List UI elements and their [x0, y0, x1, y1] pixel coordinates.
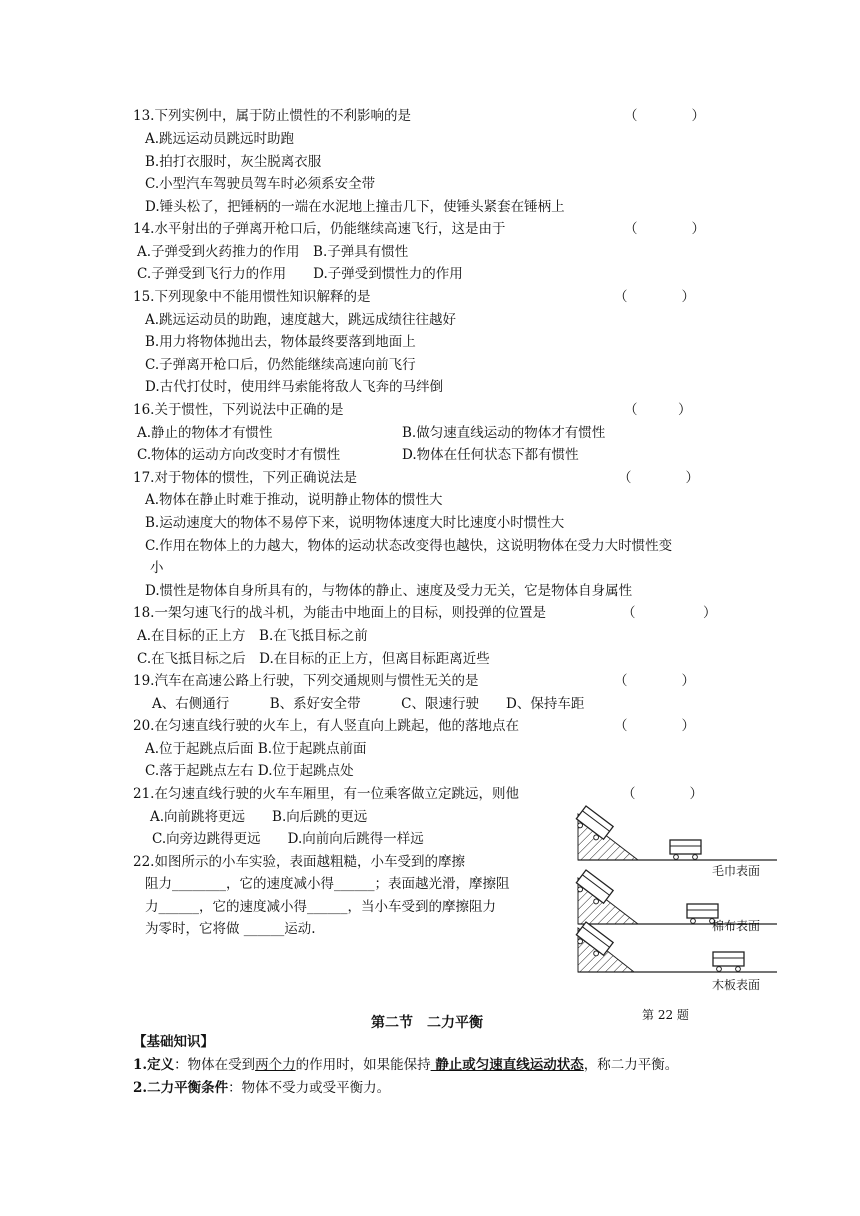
option-ab[interactable]: A.子弹受到火药推力的作用 B.子弹具有惯性	[137, 244, 409, 260]
definition-underline-state: 静止或匀速直线运动状态	[430, 1057, 584, 1073]
section-title: 第二节 二力平衡	[371, 1015, 483, 1031]
question-22-line: 22.如图所示的小车实验，表面越粗糙，小车受到的摩擦	[133, 854, 465, 870]
condition-label: 2.二力平衡条件	[133, 1080, 229, 1096]
option-c-continued: 小	[150, 560, 164, 576]
condition-text: ：物体不受力或受平衡力。	[228, 1080, 391, 1096]
figure-caption: 第 22 题	[642, 1008, 689, 1022]
option-ab[interactable]: A.在目标的正上方 B.在飞抵目标之前	[137, 628, 368, 644]
question-21-stem: 21.在匀速直线行驶的火车车厢里，有一位乘客做立定跳远，则他	[133, 786, 519, 802]
question-16-stem: 16.关于惯性，下列说法中正确的是	[133, 402, 344, 418]
question-20-stem: 20.在匀速直线行驶的火车上，有人竖直向上跳起，他的落地点在	[133, 718, 519, 734]
answer-bracket-14[interactable]: （ ）	[624, 221, 705, 237]
option-d[interactable]: D.古代打仗时，使用绊马索能将敌人飞奔的马绊倒	[145, 379, 444, 395]
option-b[interactable]: B.拍打衣服时，灰尘脱离衣服	[145, 154, 322, 170]
option-c[interactable]: C.物体的运动方向改变时才有惯性	[137, 447, 341, 463]
option-cd[interactable]: C.在飞抵目标之后 D.在目标的正上方，但离目标距离近些	[137, 651, 490, 667]
definition-text: ：物体在受到	[174, 1057, 256, 1073]
answer-bracket-21[interactable]: （ ）	[622, 786, 703, 802]
question-22-blank-line[interactable]: 阻力________，它的速度减小得______；表面越光滑，摩擦阻	[145, 876, 510, 892]
option-ab[interactable]: A.向前跳将更远 B.向后跳的更远	[150, 809, 368, 825]
answer-bracket-19[interactable]: （ ）	[614, 673, 695, 689]
option-a[interactable]: A.跳远运动员跳远时助跑	[145, 131, 295, 147]
option-c[interactable]: C.小型汽车驾驶员驾车时必须系安全带	[145, 176, 376, 192]
option-b[interactable]: B.用力将物体抛出去，物体最终要落到地面上	[145, 334, 416, 350]
question-22-blank-line[interactable]: 为零时，它将做 ______运动.	[145, 921, 316, 937]
option-a[interactable]: A.物体在静止时难于推动，说明静止物体的惯性大	[145, 492, 443, 508]
condition-line	[133, 1079, 390, 1097]
answer-bracket-13[interactable]: （ ）	[624, 108, 705, 124]
label-wood-surface: 木板表面	[712, 978, 761, 992]
answer-bracket-16[interactable]: （ ）	[624, 402, 692, 418]
option-ab[interactable]: A.位于起跳点后面 B.位于起跳点前面	[145, 741, 367, 757]
question-13-stem: 13.下列实例中，属于防止惯性的不利影响的是	[133, 108, 411, 124]
answer-bracket-18[interactable]: （ ）	[622, 605, 717, 621]
question-22-blank-line[interactable]: 力______，它的速度减小得______，当小车受到的摩擦阻力	[145, 899, 496, 915]
definition-label: 1.定义	[133, 1057, 175, 1073]
question-17-stem: 17.对于物体的惯性，下列正确说法是	[133, 470, 357, 486]
answer-bracket-15[interactable]: （ ）	[614, 289, 695, 305]
option-b[interactable]: B.做匀速直线运动的物体才有惯性	[402, 425, 606, 441]
option-d[interactable]: D.锤头松了，把锤柄的一端在水泥地上撞击几下，使锤头紧套在锤柄上	[145, 199, 565, 215]
answer-bracket-17[interactable]: （ ）	[618, 470, 699, 486]
answer-bracket-20[interactable]: （ ）	[614, 718, 695, 734]
option-a[interactable]: A.跳远运动员的助跑，速度越大，跳远成绩往往越好	[145, 312, 457, 328]
definition-line	[133, 1056, 678, 1074]
definition-text: ，称二力平衡。	[583, 1057, 679, 1073]
option-abcd[interactable]: A、右侧通行 B、系好安全带 C、限速行驶 D、保持车距	[152, 696, 585, 712]
basic-knowledge-heading: 【基础知识】	[133, 1034, 214, 1050]
question-18-stem: 18.一架匀速飞行的战斗机，为能击中地面上的目标，则投弹的位置是	[133, 605, 546, 621]
incline-towel	[573, 806, 777, 860]
option-cd[interactable]: C.落于起跳点左右 D.位于起跳点处	[145, 763, 354, 779]
label-towel-surface: 毛巾表面	[712, 864, 761, 878]
option-d[interactable]: D.物体在任何状态下都有惯性	[402, 447, 579, 463]
question-14-stem: 14.水平射出的子弹离开枪口后，仍能继续高速飞行，这是由于	[133, 221, 506, 237]
question-15-stem: 15.下列现象中不能用惯性知识解释的是	[133, 289, 371, 305]
option-a[interactable]: A.静止的物体才有惯性	[137, 425, 273, 441]
option-b[interactable]: B.运动速度大的物体不易停下来，说明物体速度大时比速度小时惯性大	[145, 515, 565, 531]
incline-cart-figure	[572, 792, 787, 1002]
option-cd[interactable]: C.子弹受到飞行力的作用 D.子弹受到惯性力的作用	[137, 266, 463, 282]
definition-text: 的作用时，如果能保持	[295, 1057, 431, 1073]
option-c[interactable]: C.作用在物体上的力越大，物体的运动状态改变得也越快，这说明物体在受力大时惯性变	[145, 538, 673, 554]
label-cotton-surface: 棉布表面	[712, 919, 761, 933]
option-d[interactable]: D.惯性是物体自身所具有的，与物体的静止、速度及受力无关，它是物体自身属性	[145, 583, 633, 599]
question-19-stem: 19.汽车在高速公路上行驶，下列交通规则与惯性无关的是	[133, 673, 479, 689]
definition-underline-two-forces: 两个力	[255, 1057, 296, 1073]
option-cd[interactable]: C.向旁边跳得更远 D.向前向后跳得一样远	[152, 831, 424, 847]
option-c[interactable]: C.子弹离开枪口后，仍然能继续高速向前飞行	[145, 357, 416, 373]
